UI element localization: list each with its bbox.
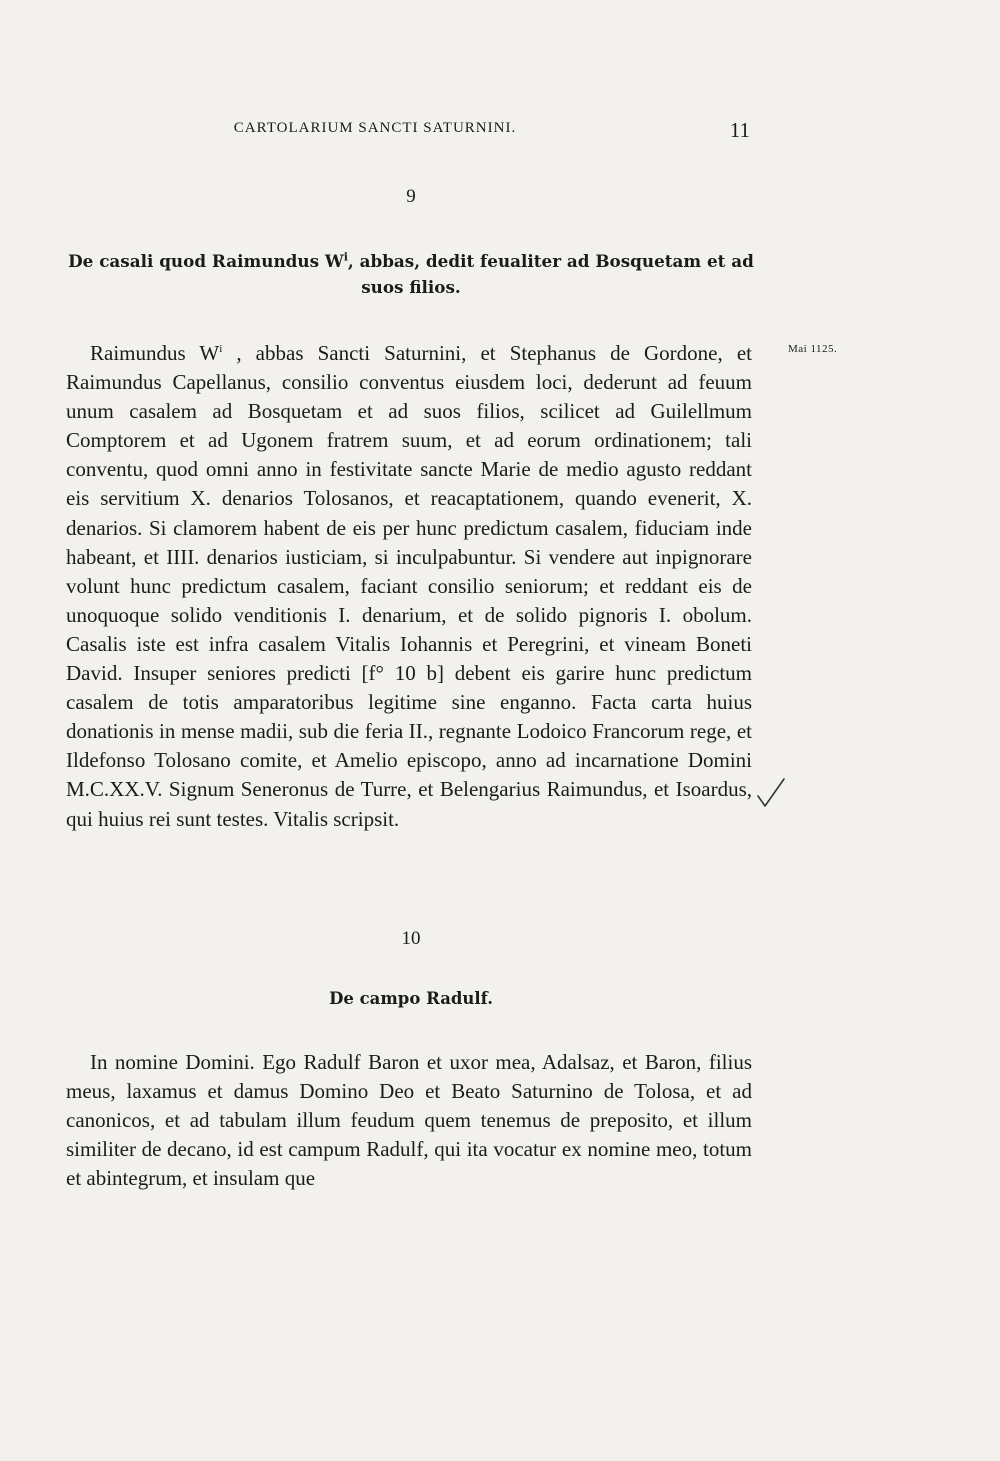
page-number: 11 <box>729 118 750 142</box>
charter-text-9-rest: , abbas Sancti Saturnini, et Stephanus de Gordone, et Raimundus Capellanus, consilio conventus eiusdem loci, dederunt ad feuum unum casalem ad Bosquetam et ad suos filios, scilicet ad Guilellmum Comptorem et ad Ugonem fratrem suum, et ad eorum ordinationem; tali conventu, quod omni anno in festivitate sancte Marie de medio agusto reddant eis servitium X. denarios Tolosanos, et reacaptationem, quando evenerit, X. denarios. Si clamorem habent de eis per hunc predictum casalem, fiduciam inde habeant, et IIII. denarios iusticiam, si inculpabuntur. Si vendere aut inpignorare volunt hunc predictum casalem, faciant consilio seniorum; et reddant eis de unoquoque solido venditionis I. denarium, et de solido pignoris I. obolum. Casalis iste est infra casalem Vitalis Iohannis et Peregrini, et vineam Boneti David. Insuper seniores predicti [f° 10 b] debent eis garire hunc predictum casalem de totis amparatoribus legitime sine enganno. Facta carta huius donationis in mense madii, sub die feria II., regnante Lodoico Francorum rege, et Ildefonso Tolosano comite, et Amelio episcopo, anno ad incarnatione Domini M.C.XX.V. Signum Seneronus de Turre, et Belengarius Raimundus, et Isoardus, qui huius rei sunt testes. Vitalis scripsit. <box>66 341 752 831</box>
check-mark-icon <box>756 776 786 810</box>
charter-number-10: 10 <box>401 928 421 949</box>
charter-title-10: De campo Radulf. <box>329 989 493 1008</box>
charter-title-9 <box>66 248 756 300</box>
charter-text-9-sup: i <box>219 343 223 355</box>
charter-number-9: 9 <box>406 186 416 207</box>
charter-text-10: In nomine Domini. Ego Radulf Baron et uxor mea, Adalsaz, et Baron, filius meus, laxamus et damus Domino Deo et Beato Saturnino de Tolosa, et ad canonicos, et ad tabulam illum feudum quem tenemus de preposito, et illum similiter de decano, id est campum Radulf, qui ita vocatur ex nomine meo, totum et abintegrum, et insulam que <box>66 1050 752 1191</box>
charter-title-9-part2: , abbas, dedit feualiter ad Bosquetam et ad suos filios. <box>347 251 754 297</box>
charter-text-9-start: Raimundus W <box>90 341 220 365</box>
charter-title-9-part1: De casali quod Raimundus W <box>68 251 344 271</box>
running-head <box>66 118 756 144</box>
margin-date: Mai 1125. <box>788 343 838 355</box>
charter-title-9-sup: i <box>343 250 348 264</box>
running-title: CARTOLARIUM SANCTI SATURNINI. <box>233 120 517 136</box>
charter-text-9 <box>66 339 752 834</box>
